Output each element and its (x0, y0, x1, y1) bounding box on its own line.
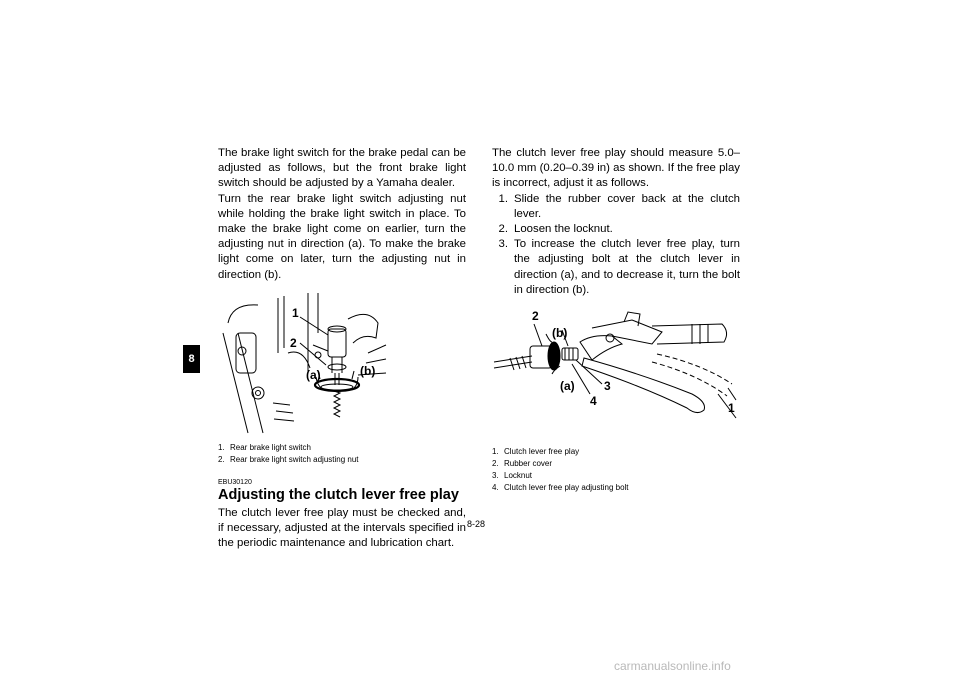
figure-label-1: 1 (728, 401, 735, 416)
figure-label-b: (b) (360, 363, 376, 378)
caption-item: 2. Rubber cover (492, 459, 553, 469)
left-figure-captions (218, 442, 466, 466)
figure-label-3: 3 (604, 379, 611, 394)
adjustment-steps (492, 192, 740, 298)
clutch-lever-figure (492, 304, 740, 432)
figure-label-4: 4 (590, 394, 597, 409)
step-item: 1. Slide the rubber cover back at the clutch lever. (498, 192, 740, 220)
section-code: EBU30120 (218, 478, 252, 486)
rear-brake-switch-illustration (218, 293, 388, 438)
figure-label-1: 1 (292, 305, 299, 320)
page-number: 8-28 (467, 519, 486, 529)
right-column (492, 146, 740, 494)
figure-label-b: (b) (552, 326, 568, 341)
caption-item: 1. Clutch lever free play (492, 447, 580, 457)
caption-item: 3. Locknut (492, 471, 533, 481)
brake-switch-adjust-paragraph: Turn the rear brake light switch adjusting nut while holding the brake light switch in place. To make the brake light come on earlier, turn the adjusting nut in direction (a). To make the brake light come on later, turn the adjusting nut in direction (b). (218, 192, 466, 281)
figure-label-a: (a) (560, 379, 575, 394)
clutch-section-paragraph: The clutch lever free play must be checked and, if necessary, adjusted at the intervals specified in the periodic maintenance and lubrication chart. (218, 506, 466, 550)
chapter-tab: 8 (183, 345, 200, 373)
figure-label-a: (a) (306, 367, 321, 382)
rear-brake-switch-figure (218, 293, 466, 438)
figure-label-2: 2 (290, 335, 297, 350)
caption-item: 1. Rear brake light switch (218, 442, 311, 452)
right-figure-captions (492, 446, 740, 494)
step-item: 3. To increase the clutch lever free play, turn the adjusting bolt at the clutch lever in direction (a), and to decrease it, turn the bolt in direction (b). (498, 238, 740, 296)
caption-item: 2. Rear brake light switch adjusting nut (218, 454, 359, 464)
brake-switch-paragraph: The brake light switch for the brake pedal can be adjusted as follows, but the front brake light switch should be adjusted by a Yamaha dealer. (218, 147, 466, 190)
left-column (218, 146, 466, 551)
section-heading: Adjusting the clutch lever free play (218, 486, 459, 503)
caption-item: 4. Clutch lever free play adjusting bolt (492, 483, 629, 493)
watermark: carmanualsonline.info (614, 659, 731, 673)
clutch-intro-paragraph: The clutch lever free play should measure 5.0–10.0 mm (0.20–0.39 in) as shown. If the free play is incorrect, adjust it as follows. (492, 147, 740, 190)
step-item: 2. Loosen the locknut. (498, 223, 613, 236)
clutch-lever-illustration (492, 304, 742, 432)
figure-label-2: 2 (532, 309, 539, 324)
